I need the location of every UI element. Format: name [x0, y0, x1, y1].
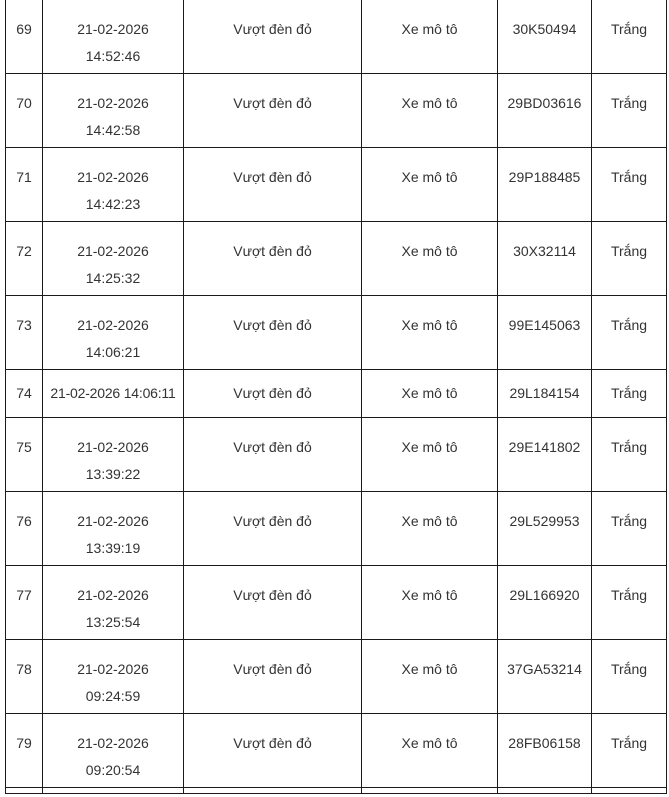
cell-plate	[498, 74, 592, 148]
table-row	[6, 788, 667, 794]
vehicle-type: Xe mô tô	[401, 735, 458, 751]
table-row	[6, 418, 667, 492]
cell-plate	[498, 714, 592, 788]
cell-plate	[498, 222, 592, 296]
cell-vehicle	[362, 714, 498, 788]
cell-no	[6, 418, 43, 492]
violation-date: 21-02-2026	[77, 95, 149, 111]
cell-violation	[184, 222, 362, 296]
cell-no	[6, 640, 43, 714]
violation-time: 09:20:54	[85, 762, 141, 778]
row-number: 73	[16, 317, 32, 333]
violation-time: 14:42:23	[85, 196, 141, 212]
cell-vehicle	[362, 148, 498, 222]
plate-color: Trắng	[610, 513, 648, 529]
cell-color	[592, 788, 667, 794]
license-plate: 29P188485	[508, 169, 581, 185]
plate-color: Trắng	[610, 95, 648, 111]
violations-table-container	[5, 0, 666, 794]
violation-date: 21-02-2026	[77, 439, 149, 455]
license-plate: 28FB06158	[508, 735, 581, 751]
row-number: 76	[16, 513, 32, 529]
cell-color	[592, 640, 667, 714]
license-plate: 29L166920	[509, 587, 580, 603]
row-number: 77	[16, 587, 32, 603]
violation-type: Vượt đèn đỏ	[233, 169, 312, 185]
cell-vehicle	[362, 0, 498, 74]
plate-color: Trắng	[610, 587, 648, 603]
row-number: 72	[16, 243, 32, 259]
plate-color: Trắng	[610, 385, 648, 401]
vehicle-type: Xe mô tô	[401, 169, 458, 185]
cell-no	[6, 492, 43, 566]
violation-type: Vượt đèn đỏ	[233, 661, 312, 677]
plate-color: Trắng	[610, 169, 648, 185]
cell-vehicle	[362, 370, 498, 418]
cell-time	[43, 296, 184, 370]
violation-date: 21-02-2026	[77, 317, 149, 333]
violation-type: Vượt đèn đỏ	[233, 317, 312, 333]
cell-time	[43, 74, 184, 148]
cell-color	[592, 74, 667, 148]
violation-time: 09:24:59	[85, 688, 141, 704]
cell-vehicle	[362, 222, 498, 296]
cell-vehicle	[362, 566, 498, 640]
cell-no	[6, 714, 43, 788]
license-plate: 37GA53214	[507, 661, 582, 677]
cell-no	[6, 222, 43, 296]
violation-type: Vượt đèn đỏ	[233, 21, 312, 37]
plate-color: Trắng	[610, 735, 648, 751]
violation-date: 21-02-2026	[77, 243, 149, 259]
cell-time	[43, 566, 184, 640]
table-row	[6, 296, 667, 370]
row-number: 78	[16, 661, 32, 677]
cell-no	[6, 0, 43, 74]
violation-date: 21-02-2026	[77, 513, 149, 529]
license-plate: 99E145063	[508, 317, 581, 333]
cell-time	[43, 370, 184, 418]
plate-color: Trắng	[610, 439, 648, 455]
cell-violation	[184, 418, 362, 492]
violation-type: Vượt đèn đỏ	[233, 587, 312, 603]
cell-violation	[184, 148, 362, 222]
violation-date: 21-02-2026	[77, 735, 149, 751]
violation-date: 21-02-2026	[77, 587, 149, 603]
table-row	[6, 640, 667, 714]
plate-color: Trắng	[610, 661, 648, 677]
cell-time	[43, 492, 184, 566]
violation-time: 13:39:19	[85, 540, 141, 556]
vehicle-type: Xe mô tô	[401, 243, 458, 259]
cell-vehicle	[362, 418, 498, 492]
cell-violation	[184, 492, 362, 566]
license-plate: 29L184154	[509, 385, 580, 401]
row-number: 69	[16, 21, 32, 37]
cell-color	[592, 148, 667, 222]
cell-plate	[498, 148, 592, 222]
license-plate: 29BD03616	[507, 95, 582, 111]
vehicle-type: Xe mô tô	[401, 21, 458, 37]
vehicle-type: Xe mô tô	[401, 385, 458, 401]
cell-time	[43, 788, 184, 794]
cell-plate	[498, 566, 592, 640]
cell-no	[6, 74, 43, 148]
violation-datetime: 21-02-2026 14:06:11	[50, 385, 176, 401]
cell-plate	[498, 492, 592, 566]
violation-time: 14:25:32	[85, 270, 141, 286]
cell-no	[6, 788, 43, 794]
violation-type: Vượt đèn đỏ	[233, 95, 312, 111]
violation-type: Vượt đèn đỏ	[233, 243, 312, 259]
table-body	[6, 0, 667, 794]
plate-color: Trắng	[610, 317, 648, 333]
cell-no	[6, 370, 43, 418]
cell-plate	[498, 296, 592, 370]
cell-vehicle	[362, 640, 498, 714]
table-row	[6, 492, 667, 566]
table-row	[6, 370, 667, 418]
license-plate: 30K50494	[512, 21, 577, 37]
cell-violation	[184, 0, 362, 74]
table-row	[6, 148, 667, 222]
violation-time: 13:39:22	[85, 466, 141, 482]
row-number: 70	[16, 95, 32, 111]
cell-plate	[498, 788, 592, 794]
vehicle-type: Xe mô tô	[401, 661, 458, 677]
cell-color	[592, 370, 667, 418]
cell-vehicle	[362, 74, 498, 148]
cell-plate	[498, 418, 592, 492]
cell-time	[43, 640, 184, 714]
cell-time	[43, 148, 184, 222]
row-number: 71	[16, 169, 32, 185]
cell-vehicle	[362, 296, 498, 370]
violation-date: 21-02-2026	[77, 21, 149, 37]
cell-violation	[184, 566, 362, 640]
license-plate: 29E141802	[508, 439, 581, 455]
license-plate: 30X32114	[513, 243, 576, 259]
vehicle-type: Xe mô tô	[401, 513, 458, 529]
cell-vehicle	[362, 492, 498, 566]
cell-violation	[184, 296, 362, 370]
violations-table	[5, 0, 667, 794]
cell-color	[592, 418, 667, 492]
row-number: 74	[16, 385, 32, 401]
cell-time	[43, 714, 184, 788]
cell-no	[6, 296, 43, 370]
row-number: 79	[16, 735, 32, 751]
cell-color	[592, 0, 667, 74]
violation-type: Vượt đèn đỏ	[233, 439, 312, 455]
cell-violation	[184, 788, 362, 794]
cell-violation	[184, 640, 362, 714]
cell-color	[592, 566, 667, 640]
cell-plate	[498, 370, 592, 418]
table-row	[6, 714, 667, 788]
violation-time: 14:52:46	[85, 48, 141, 64]
violation-type: Vượt đèn đỏ	[233, 735, 312, 751]
vehicle-type: Xe mô tô	[401, 587, 458, 603]
cell-violation	[184, 370, 362, 418]
vehicle-type: Xe mô tô	[401, 95, 458, 111]
cell-vehicle	[362, 788, 498, 794]
plate-color: Trắng	[610, 21, 648, 37]
vehicle-type: Xe mô tô	[401, 439, 458, 455]
cell-plate	[498, 640, 592, 714]
violation-time: 14:06:21	[85, 344, 141, 360]
plate-color: Trắng	[610, 243, 648, 259]
cell-no	[6, 566, 43, 640]
cell-violation	[184, 714, 362, 788]
violation-type: Vượt đèn đỏ	[233, 513, 312, 529]
violation-type: Vượt đèn đỏ	[233, 385, 312, 401]
row-number: 75	[16, 439, 32, 455]
violation-time: 13:25:54	[85, 614, 141, 630]
cell-time	[43, 418, 184, 492]
license-plate: 29L529953	[509, 513, 580, 529]
cell-color	[592, 492, 667, 566]
table-row	[6, 566, 667, 640]
cell-color	[592, 296, 667, 370]
table-row	[6, 222, 667, 296]
table-row	[6, 74, 667, 148]
cell-color	[592, 222, 667, 296]
cell-plate	[498, 0, 592, 74]
violation-date: 21-02-2026	[77, 661, 149, 677]
cell-color	[592, 714, 667, 788]
cell-no	[6, 148, 43, 222]
violation-date: 21-02-2026	[77, 169, 149, 185]
violation-time: 14:42:58	[85, 122, 141, 138]
table-row	[6, 0, 667, 74]
cell-time	[43, 0, 184, 74]
cell-violation	[184, 74, 362, 148]
cell-time	[43, 222, 184, 296]
vehicle-type: Xe mô tô	[401, 317, 458, 333]
